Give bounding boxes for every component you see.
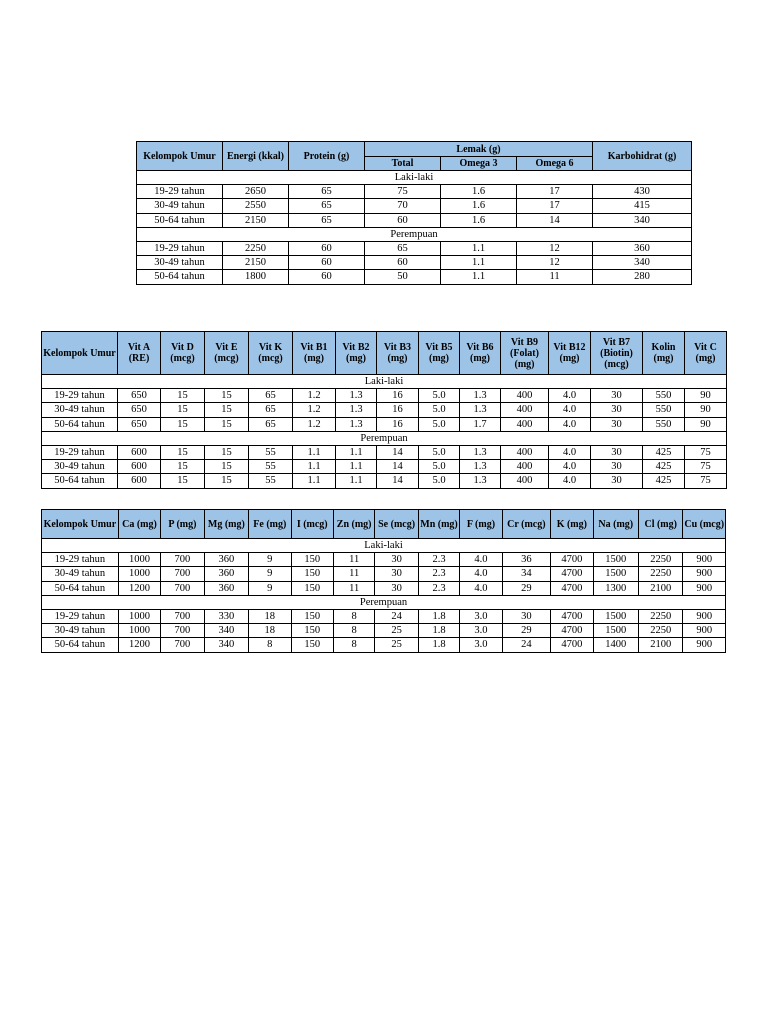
column-header: Cr (mcg)	[502, 510, 550, 539]
value-cell: 55	[249, 445, 293, 459]
value-cell: 4.0	[460, 567, 502, 581]
value-cell: 400	[501, 460, 549, 474]
value-cell: 1.1	[293, 460, 336, 474]
value-cell: 1.1	[293, 474, 336, 488]
age-group-cell: 50-64 tahun	[137, 270, 223, 284]
value-cell: 50	[365, 270, 441, 284]
value-cell: 30	[591, 474, 643, 488]
value-cell: 340	[204, 624, 248, 638]
value-cell: 425	[643, 474, 685, 488]
value-cell: 700	[161, 567, 204, 581]
value-cell: 600	[118, 460, 161, 474]
value-cell: 75	[685, 460, 727, 474]
value-cell: 29	[502, 581, 550, 595]
value-cell: 425	[643, 445, 685, 459]
mineral-section-row	[42, 539, 726, 553]
value-cell: 150	[291, 553, 333, 567]
column-header: Vit B1 (mg)	[293, 332, 336, 375]
value-cell: 1.1	[336, 460, 377, 474]
section-label: Perempuan	[42, 595, 726, 609]
value-cell: 400	[501, 389, 549, 403]
value-cell: 5.0	[419, 403, 460, 417]
table-row	[42, 445, 727, 459]
value-cell: 4.0	[549, 389, 591, 403]
value-cell: 425	[643, 460, 685, 474]
value-cell: 4.0	[549, 403, 591, 417]
header-protein: Protein (g)	[289, 142, 365, 171]
value-cell: 4.0	[549, 460, 591, 474]
value-cell: 360	[204, 567, 248, 581]
value-cell: 1500	[593, 553, 638, 567]
value-cell: 1200	[118, 581, 160, 595]
value-cell: 3.0	[460, 624, 502, 638]
table-row	[42, 553, 726, 567]
value-cell: 650	[118, 389, 161, 403]
column-header: F (mg)	[460, 510, 502, 539]
value-cell: 75	[365, 185, 441, 199]
value-cell: 430	[593, 185, 692, 199]
section-label: Perempuan	[137, 227, 692, 241]
macronutrient-table-body	[137, 171, 692, 285]
section-label: Perempuan	[42, 431, 727, 445]
value-cell: 11	[333, 581, 374, 595]
value-cell: 1.1	[441, 241, 517, 255]
value-cell: 600	[118, 474, 161, 488]
value-cell: 1000	[118, 567, 160, 581]
value-cell: 70	[365, 199, 441, 213]
value-cell: 1.1	[441, 270, 517, 284]
value-cell: 2150	[223, 213, 289, 227]
value-cell: 400	[501, 417, 549, 431]
column-header: P (mg)	[161, 510, 204, 539]
value-cell: 11	[333, 567, 374, 581]
age-group-cell: 19-29 tahun	[42, 445, 118, 459]
value-cell: 90	[685, 389, 727, 403]
value-cell: 4700	[551, 609, 593, 623]
table-row	[42, 581, 726, 595]
value-cell: 30	[591, 445, 643, 459]
value-cell: 1200	[118, 638, 160, 652]
value-cell: 1.1	[336, 474, 377, 488]
value-cell: 24	[375, 609, 418, 623]
value-cell: 1.1	[336, 445, 377, 459]
value-cell: 15	[205, 474, 249, 488]
value-cell: 2250	[639, 624, 683, 638]
macro-section-row	[137, 227, 692, 241]
age-group-cell: 50-64 tahun	[42, 417, 118, 431]
vitamin-section-row	[42, 375, 727, 389]
value-cell: 700	[161, 581, 204, 595]
value-cell: 1500	[593, 624, 638, 638]
value-cell: 15	[161, 417, 205, 431]
section-label: Laki-laki	[137, 171, 692, 185]
age-group-cell: 30-49 tahun	[42, 567, 119, 581]
value-cell: 65	[249, 389, 293, 403]
section-label: Laki-laki	[42, 375, 727, 389]
header-age-group: Kelompok Umur	[137, 142, 223, 171]
value-cell: 340	[204, 638, 248, 652]
value-cell: 90	[685, 403, 727, 417]
age-group-cell: 30-49 tahun	[137, 199, 223, 213]
value-cell: 30	[502, 609, 550, 623]
value-cell: 4.0	[460, 553, 502, 567]
value-cell: 65	[365, 241, 441, 255]
value-cell: 900	[683, 638, 726, 652]
age-group-cell: 30-49 tahun	[42, 624, 119, 638]
value-cell: 14	[377, 474, 419, 488]
value-cell: 75	[685, 445, 727, 459]
column-header: Vit B3 (mg)	[377, 332, 419, 375]
header-energy: Energi (kkal)	[223, 142, 289, 171]
column-header: Fe (mg)	[249, 510, 291, 539]
macronutrient-table	[136, 141, 692, 285]
value-cell: 340	[593, 213, 692, 227]
value-cell: 9	[249, 581, 291, 595]
value-cell: 2.3	[418, 581, 459, 595]
value-cell: 5.0	[419, 445, 460, 459]
value-cell: 14	[377, 460, 419, 474]
table-row	[42, 567, 726, 581]
value-cell: 400	[501, 445, 549, 459]
header-fat: Lemak (g)	[365, 142, 593, 157]
value-cell: 5.0	[419, 460, 460, 474]
column-header: Vit A (RE)	[118, 332, 161, 375]
table-row	[137, 199, 692, 213]
value-cell: 25	[375, 638, 418, 652]
column-header: Kelompok Umur	[42, 332, 118, 375]
value-cell: 1500	[593, 609, 638, 623]
value-cell: 400	[501, 474, 549, 488]
value-cell: 14	[517, 213, 593, 227]
value-cell: 60	[289, 241, 365, 255]
column-header: K (mg)	[551, 510, 593, 539]
value-cell: 400	[501, 403, 549, 417]
value-cell: 60	[289, 270, 365, 284]
value-cell: 1.6	[441, 213, 517, 227]
header-fat-total: Total	[365, 157, 441, 171]
value-cell: 2250	[639, 567, 683, 581]
column-header: Kelompok Umur	[42, 510, 119, 539]
table-row	[42, 624, 726, 638]
value-cell: 34	[502, 567, 550, 581]
vitamin-table-body	[42, 375, 727, 489]
age-group-cell: 19-29 tahun	[42, 389, 118, 403]
value-cell: 1.3	[460, 445, 501, 459]
value-cell: 24	[502, 638, 550, 652]
column-header: Vit D (mcg)	[161, 332, 205, 375]
value-cell: 700	[161, 638, 204, 652]
age-group-cell: 19-29 tahun	[42, 553, 119, 567]
value-cell: 150	[291, 609, 333, 623]
value-cell: 600	[118, 445, 161, 459]
value-cell: 1.3	[460, 474, 501, 488]
age-group-cell: 30-49 tahun	[137, 256, 223, 270]
value-cell: 90	[685, 417, 727, 431]
age-group-cell: 50-64 tahun	[137, 213, 223, 227]
value-cell: 700	[161, 553, 204, 567]
column-header: Cl (mg)	[639, 510, 683, 539]
value-cell: 36	[502, 553, 550, 567]
value-cell: 1.3	[460, 403, 501, 417]
value-cell: 1.2	[293, 389, 336, 403]
value-cell: 150	[291, 581, 333, 595]
value-cell: 900	[683, 567, 726, 581]
value-cell: 4700	[551, 553, 593, 567]
column-header: Zn (mg)	[333, 510, 374, 539]
value-cell: 1300	[593, 581, 638, 595]
value-cell: 11	[333, 553, 374, 567]
value-cell: 75	[685, 474, 727, 488]
value-cell: 11	[517, 270, 593, 284]
value-cell: 16	[377, 417, 419, 431]
value-cell: 360	[204, 553, 248, 567]
value-cell: 1.2	[293, 403, 336, 417]
value-cell: 8	[333, 638, 374, 652]
value-cell: 415	[593, 199, 692, 213]
value-cell: 2150	[223, 256, 289, 270]
value-cell: 2.3	[418, 553, 459, 567]
value-cell: 4700	[551, 567, 593, 581]
value-cell: 2100	[639, 581, 683, 595]
age-group-cell: 50-64 tahun	[42, 581, 119, 595]
value-cell: 2100	[639, 638, 683, 652]
value-cell: 700	[161, 624, 204, 638]
table-row	[137, 256, 692, 270]
value-cell: 280	[593, 270, 692, 284]
value-cell: 9	[249, 567, 291, 581]
column-header: Mg (mg)	[204, 510, 248, 539]
column-header: Vit B5 (mg)	[419, 332, 460, 375]
value-cell: 150	[291, 624, 333, 638]
value-cell: 60	[365, 256, 441, 270]
value-cell: 1.3	[460, 460, 501, 474]
value-cell: 650	[118, 403, 161, 417]
vitamin-table	[41, 331, 727, 489]
table-row	[42, 389, 727, 403]
value-cell: 1.1	[441, 256, 517, 270]
column-header: Vit B12 (mg)	[549, 332, 591, 375]
value-cell: 330	[204, 609, 248, 623]
value-cell: 15	[161, 474, 205, 488]
table-row	[42, 638, 726, 652]
column-header: Vit B9 (Folat) (mg)	[501, 332, 549, 375]
value-cell: 8	[249, 638, 291, 652]
value-cell: 30	[375, 567, 418, 581]
value-cell: 30	[375, 553, 418, 567]
value-cell: 30	[591, 460, 643, 474]
value-cell: 1.7	[460, 417, 501, 431]
value-cell: 29	[502, 624, 550, 638]
value-cell: 150	[291, 567, 333, 581]
value-cell: 4.0	[460, 581, 502, 595]
value-cell: 15	[205, 417, 249, 431]
table-row	[137, 185, 692, 199]
value-cell: 1000	[118, 624, 160, 638]
value-cell: 900	[683, 609, 726, 623]
column-header: Ca (mg)	[118, 510, 160, 539]
value-cell: 65	[249, 417, 293, 431]
value-cell: 12	[517, 241, 593, 255]
value-cell: 5.0	[419, 474, 460, 488]
value-cell: 1.3	[336, 417, 377, 431]
header-omega3: Omega 3	[441, 157, 517, 171]
value-cell: 65	[289, 213, 365, 227]
value-cell: 8	[333, 609, 374, 623]
value-cell: 1.6	[441, 199, 517, 213]
value-cell: 900	[683, 581, 726, 595]
age-group-cell: 19-29 tahun	[42, 609, 119, 623]
column-header: Cu (mcg)	[683, 510, 726, 539]
value-cell: 1.8	[418, 609, 459, 623]
header-omega6: Omega 6	[517, 157, 593, 171]
value-cell: 1.3	[336, 403, 377, 417]
value-cell: 1.8	[418, 638, 459, 652]
table-row	[42, 403, 727, 417]
value-cell: 14	[377, 445, 419, 459]
value-cell: 17	[517, 199, 593, 213]
column-header: Mn (mg)	[418, 510, 459, 539]
value-cell: 1.1	[293, 445, 336, 459]
value-cell: 15	[161, 389, 205, 403]
age-group-cell: 50-64 tahun	[42, 474, 118, 488]
value-cell: 25	[375, 624, 418, 638]
value-cell: 65	[289, 185, 365, 199]
column-header: Vit K (mcg)	[249, 332, 293, 375]
value-cell: 1.2	[293, 417, 336, 431]
value-cell: 30	[375, 581, 418, 595]
age-group-cell: 19-29 tahun	[137, 185, 223, 199]
column-header: Na (mg)	[593, 510, 638, 539]
value-cell: 30	[591, 403, 643, 417]
age-group-cell: 50-64 tahun	[42, 638, 119, 652]
value-cell: 8	[333, 624, 374, 638]
value-cell: 4.0	[549, 445, 591, 459]
value-cell: 55	[249, 474, 293, 488]
value-cell: 15	[205, 403, 249, 417]
value-cell: 2250	[639, 609, 683, 623]
table-row	[42, 417, 727, 431]
table-row	[137, 213, 692, 227]
value-cell: 2250	[223, 241, 289, 255]
value-cell: 1.8	[418, 624, 459, 638]
value-cell: 18	[249, 609, 291, 623]
value-cell: 1000	[118, 609, 160, 623]
table-row	[42, 474, 727, 488]
column-header: Vit C (mg)	[685, 332, 727, 375]
value-cell: 340	[593, 256, 692, 270]
value-cell: 550	[643, 389, 685, 403]
value-cell: 12	[517, 256, 593, 270]
value-cell: 2250	[639, 553, 683, 567]
value-cell: 9	[249, 553, 291, 567]
value-cell: 60	[365, 213, 441, 227]
value-cell: 15	[205, 445, 249, 459]
value-cell: 15	[161, 445, 205, 459]
value-cell: 65	[249, 403, 293, 417]
value-cell: 4700	[551, 624, 593, 638]
column-header: Kolin (mg)	[643, 332, 685, 375]
value-cell: 17	[517, 185, 593, 199]
column-header: Vit B7 (Biotin) (mcg)	[591, 332, 643, 375]
table-row	[42, 609, 726, 623]
value-cell: 30	[591, 417, 643, 431]
value-cell: 18	[249, 624, 291, 638]
value-cell: 550	[643, 417, 685, 431]
value-cell: 1500	[593, 567, 638, 581]
table-row	[42, 460, 727, 474]
column-header: I (mcg)	[291, 510, 333, 539]
vitamin-section-row	[42, 431, 727, 445]
value-cell: 1.3	[336, 389, 377, 403]
value-cell: 1000	[118, 553, 160, 567]
value-cell: 30	[591, 389, 643, 403]
value-cell: 1.6	[441, 185, 517, 199]
mineral-section-row	[42, 595, 726, 609]
value-cell: 550	[643, 403, 685, 417]
value-cell: 150	[291, 638, 333, 652]
value-cell: 650	[118, 417, 161, 431]
mineral-table	[41, 509, 726, 653]
value-cell: 1.3	[460, 389, 501, 403]
age-group-cell: 30-49 tahun	[42, 460, 118, 474]
value-cell: 700	[161, 609, 204, 623]
value-cell: 16	[377, 403, 419, 417]
column-header: Se (mcg)	[375, 510, 418, 539]
column-header: Vit B6 (mg)	[460, 332, 501, 375]
value-cell: 2.3	[418, 567, 459, 581]
value-cell: 5.0	[419, 417, 460, 431]
value-cell: 16	[377, 389, 419, 403]
value-cell: 5.0	[419, 389, 460, 403]
value-cell: 360	[204, 581, 248, 595]
value-cell: 900	[683, 624, 726, 638]
age-group-cell: 19-29 tahun	[137, 241, 223, 255]
value-cell: 55	[249, 460, 293, 474]
value-cell: 360	[593, 241, 692, 255]
value-cell: 3.0	[460, 638, 502, 652]
age-group-cell: 30-49 tahun	[42, 403, 118, 417]
value-cell: 2650	[223, 185, 289, 199]
section-label: Laki-laki	[42, 539, 726, 553]
value-cell: 15	[161, 403, 205, 417]
value-cell: 60	[289, 256, 365, 270]
value-cell: 65	[289, 199, 365, 213]
value-cell: 15	[161, 460, 205, 474]
value-cell: 4.0	[549, 474, 591, 488]
value-cell: 1800	[223, 270, 289, 284]
table-row	[137, 270, 692, 284]
value-cell: 4.0	[549, 417, 591, 431]
value-cell: 900	[683, 553, 726, 567]
mineral-table-body	[42, 539, 726, 653]
value-cell: 2550	[223, 199, 289, 213]
column-header: Vit E (mcg)	[205, 332, 249, 375]
value-cell: 3.0	[460, 609, 502, 623]
value-cell: 1400	[593, 638, 638, 652]
value-cell: 4700	[551, 581, 593, 595]
table-row	[137, 241, 692, 255]
macro-section-row	[137, 171, 692, 185]
column-header: Vit B2 (mg)	[336, 332, 377, 375]
header-carbohydrate: Karbohidrat (g)	[593, 142, 692, 171]
value-cell: 15	[205, 460, 249, 474]
value-cell: 4700	[551, 638, 593, 652]
value-cell: 15	[205, 389, 249, 403]
